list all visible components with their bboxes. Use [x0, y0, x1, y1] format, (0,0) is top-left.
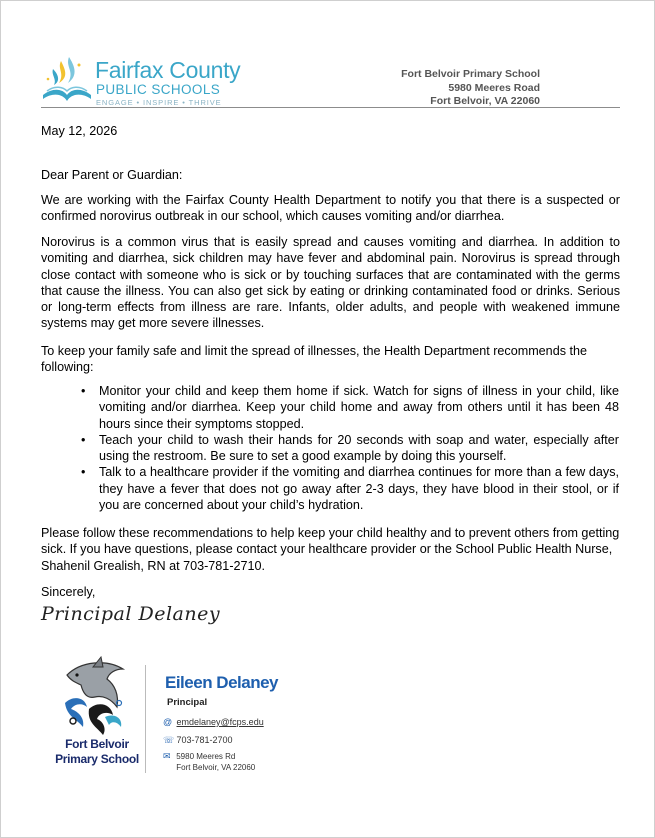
logo-text-fairfax: Fairfax County — [95, 57, 241, 83]
list-item — [81, 432, 619, 465]
school-address-block — [401, 68, 540, 109]
list-item — [81, 464, 619, 513]
phone-icon: ☏ — [163, 735, 175, 745]
card-email-row[interactable] — [163, 717, 264, 727]
paragraph-recommendations-intro: To keep your family safe and limit the spread of illnesses, the Health Department recommends the following: — [41, 344, 587, 375]
logo-tagline: ENGAGE • INSPIRE • THRIVE — [96, 98, 222, 107]
card-person-title: Principal — [167, 697, 208, 708]
card-email-link[interactable]: emdelaney@fcps.edu — [176, 717, 264, 727]
recommendations-list — [81, 383, 619, 513]
bullet-icon: • — [81, 384, 86, 398]
closing: Sincerely, — [41, 585, 96, 599]
list-item — [81, 383, 619, 432]
list-item-text: Teach your child to wash their hands for 20 seconds with soap and water, especially after using the restroom. Be sure to set a good example by doing this yourself. — [99, 432, 619, 464]
letter-date: May 12, 2026 — [41, 124, 118, 138]
card-person-name: Eileen Delaney — [165, 673, 279, 692]
salutation: Dear Parent or Guardian: — [41, 168, 183, 182]
fcps-logo — [39, 55, 249, 107]
school-city: Fort Belvoir, VA 22060 — [430, 95, 540, 107]
book-flame-icon — [39, 55, 95, 107]
email-icon: @ — [163, 717, 173, 727]
list-item-text: Monitor your child and keep them home if sick. Watch for signs of illness in your child, like vomiting and/or diarrhea. Keep your child home and away from others until it has been 48 hours since their symptoms stopped. — [99, 384, 619, 431]
card-address-line2: Fort Belvoir, VA 22060 — [176, 762, 256, 772]
card-school-name — [49, 737, 145, 767]
map-icon: ✉ — [163, 751, 171, 761]
list-item-text: Talk to a healthcare provider if the vomiting and diarrhea continues for more than a few days, they have a fever that does not go away after 2-3 days, they have blood in their stool, or if you are concerned about your child’s hydration. — [99, 465, 619, 513]
paragraph-norovirus-info: Norovirus is a common virus that is easily spread and causes vomiting and diarrhea. In addition to vomiting and diarrhea, sick children may have fever and abdominal pain. Norovirus is spread through close contact with someone who is sick or by touching surfaces that are contaminated with the germs that cause the illness. You can also get sick by eating or drinking contaminated food or drinks. Serious or long-term effects from illness are rare. Infants, older adults, and people with weakened immune systems may get more severe illnesses. — [41, 235, 620, 331]
school-name: Fort Belvoir Primary School — [401, 68, 540, 80]
dolphin-icon — [57, 655, 137, 739]
school-street: 5980 Meeres Road — [448, 81, 540, 94]
card-address-line1: 5980 Meeres Rd — [176, 752, 236, 761]
header-divider — [41, 107, 620, 108]
card-school-line2: Primary School — [55, 752, 139, 766]
handwritten-signature: Principal Delaney — [41, 603, 221, 625]
card-phone: 703-781-2700 — [176, 735, 233, 745]
card-school-line1: Fort Belvoir — [65, 737, 129, 751]
card-phone-row — [163, 735, 233, 746]
paragraph-follow-up: Please follow these recommendations to help keep your child healthy and to prevent others from getting sick. If you have questions, please contact your healthcare provider or the School Public Health Nurse, Shahenil Grealish, RN at 703-781-2710. — [41, 526, 620, 573]
bullet-icon: • — [81, 465, 86, 480]
bullet-icon: • — [81, 432, 86, 447]
logo-text-public-schools: PUBLIC SCHOOLS — [96, 82, 221, 97]
card-address-row — [163, 751, 255, 773]
card-divider — [145, 665, 146, 773]
email-signature-card — [49, 651, 309, 781]
paragraph-notice: We are working with the Fairfax County Health Department to notify you that there is a suspected or confirmed norovirus outbreak in our school, which causes vomiting and/or diarrhea. — [41, 193, 620, 224]
